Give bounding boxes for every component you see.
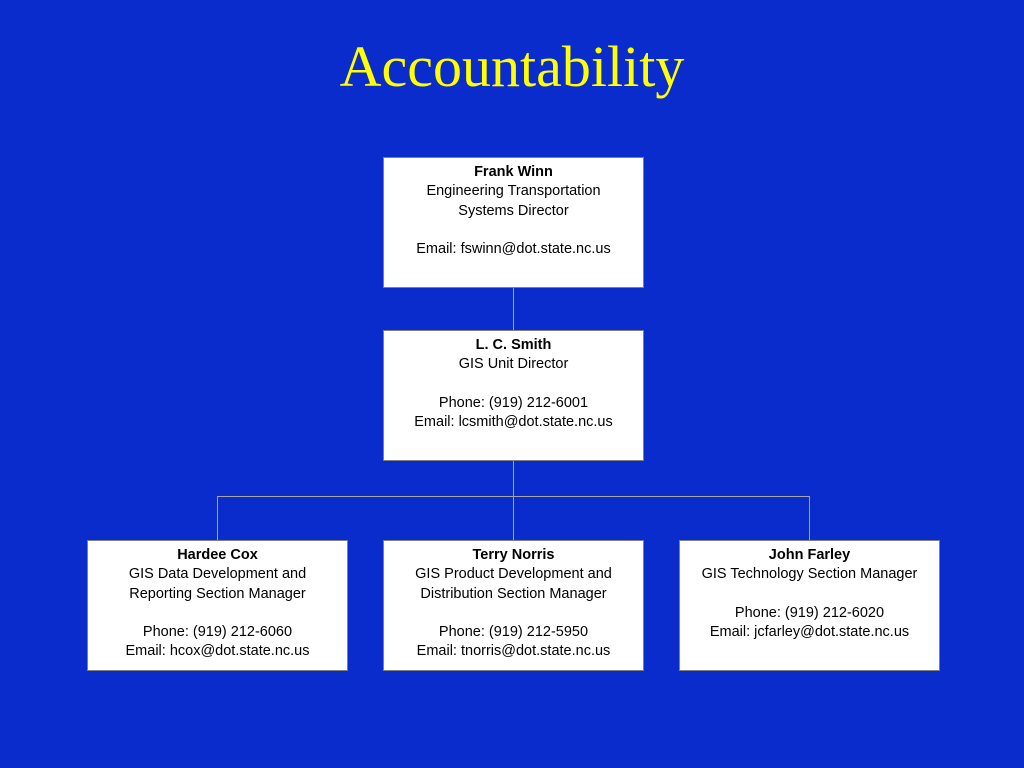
- job-title-line: GIS Unit Director: [458, 356, 569, 373]
- phone-text: Phone: (919) 212-6020: [734, 604, 885, 621]
- job-title-line: Engineering Transportation: [426, 183, 601, 200]
- org-box-lc-smith: [383, 330, 644, 461]
- org-box-terry-norris: [383, 540, 644, 671]
- email-text: Email: hcox@dot.state.nc.us: [125, 643, 310, 660]
- person-name: Frank Winn: [474, 164, 553, 180]
- job-title-line: GIS Technology Section Manager: [701, 566, 918, 583]
- org-box-hardee-cox: [87, 540, 348, 671]
- email-text: Email: lcsmith@dot.state.nc.us: [414, 414, 613, 431]
- job-title-line: GIS Product Development and: [415, 566, 612, 583]
- phone-text: Phone: (919) 212-6060: [142, 624, 293, 641]
- job-title-line: Systems Director: [458, 202, 569, 219]
- blank-line: [88, 604, 347, 623]
- blank-line: [680, 585, 939, 604]
- blank-line: [384, 604, 643, 623]
- job-title-line: Distribution Section Manager: [420, 585, 607, 602]
- slide-title: Accountability: [339, 34, 685, 99]
- person-name: Terry Norris: [472, 547, 555, 563]
- phone-text: Phone: (919) 212-5950: [438, 624, 589, 641]
- blank-line: [384, 375, 643, 394]
- person-name: Hardee Cox: [177, 547, 258, 563]
- phone-text: Phone: (919) 212-6001: [438, 394, 589, 411]
- email-text: Email: tnorris@dot.state.nc.us: [416, 643, 611, 660]
- org-box-john-farley: [679, 540, 940, 671]
- person-name: L. C. Smith: [475, 337, 552, 353]
- org-box-frank-winn: [383, 157, 644, 288]
- blank-line: [384, 221, 643, 240]
- email-text: Email: fswinn@dot.state.nc.us: [416, 241, 611, 258]
- job-title-line: Reporting Section Manager: [129, 585, 306, 602]
- email-text: Email: jcfarley@dot.state.nc.us: [709, 624, 910, 641]
- job-title-line: GIS Data Development and: [128, 566, 307, 583]
- person-name: John Farley: [768, 547, 851, 563]
